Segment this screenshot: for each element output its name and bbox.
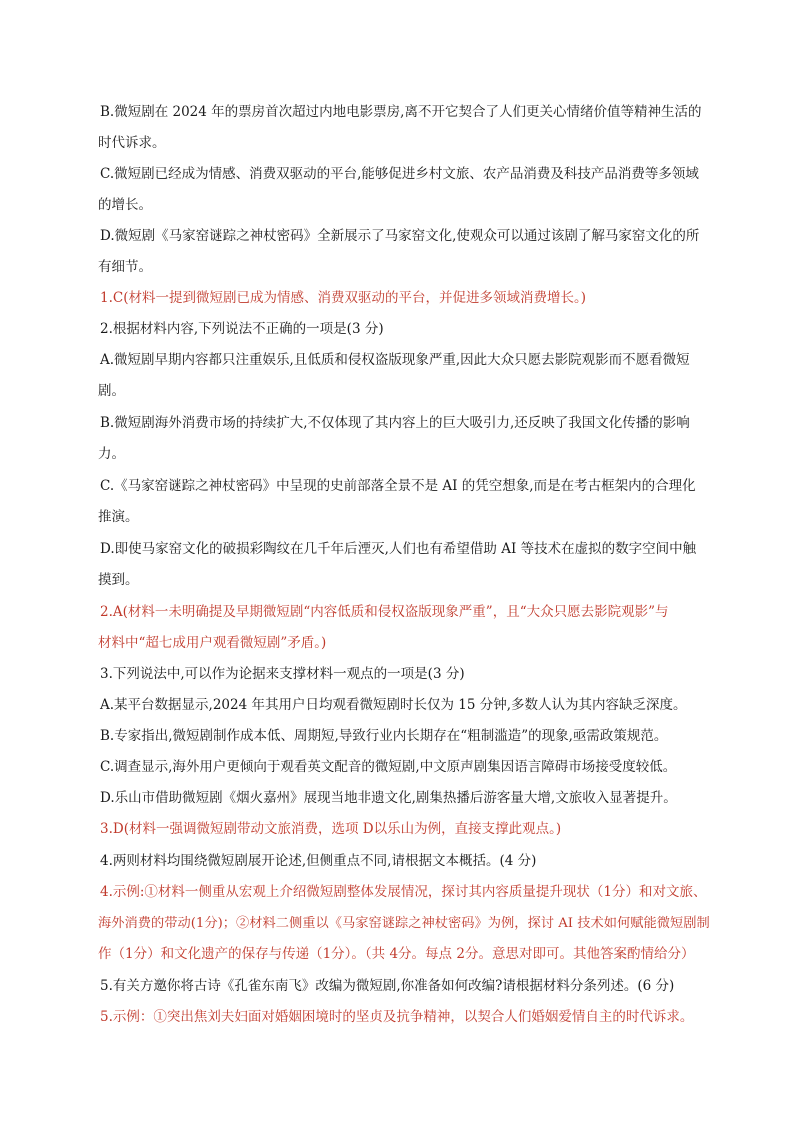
text-line: 4.示例:①材料一侧重从宏观上介绍微短剧整体发展情况，探讨其内容质量提升现状（1分）和对文旅、 [100, 884, 707, 900]
text-line: C.微短剧已经成为情感、消费双驱动的平台,能够促进乡村文旅、农产品消费及科技产品消费等多领域 [100, 166, 699, 182]
text-line: C.《马家窑谜踪之神杖密码》中呈现的史前部落全景不是 AI 的凭空想象,而是在考古框架内的合理化 [100, 478, 696, 494]
text-line: 摸到。 [98, 572, 139, 588]
question-5 [100, 971, 720, 1002]
text-line: 1.C(材料一提到微短剧已成为情感、消费双驱动的平台，并促进多领域消费增长。) [100, 290, 586, 306]
text-line: 5.有关方邀你将古诗《孔雀东南飞》改编为微短剧,你准备如何改编?请根据材料分条列述。(6 分) [100, 978, 675, 994]
text-line: 推演。 [98, 509, 139, 525]
text-line: A.某平台数据显示,2024 年其用户日均观看微短剧时长仅为 15 分钟,多数人认为其内容缺乏深度。 [100, 697, 687, 713]
text-line: D.即使马家窑文化的破损彩陶纹在几千年后湮灭,人们也有希望借助 AI 等技术在虚拟的数字空间中触 [100, 541, 697, 557]
option-c-3 [100, 752, 720, 783]
text-line: 2.根据材料内容,下列说法不正确的一项是(3 分) [100, 321, 384, 337]
text-line: 5.示例：①突出焦刘夫妇面对婚姻困境时的坚贞及抗争精神，以契合人们婚姻爱情自主的时代诉求。 [100, 1009, 694, 1025]
text-line: 剧。 [98, 383, 125, 399]
answer-1 [100, 283, 720, 314]
text-line: 2.A(材料一未明确提及早期微短剧“内容低质和侵权盗版现象严重”，且“大众只愿去影院观影”与 [100, 604, 669, 620]
text-line: D.乐山市借助微短剧《烟火嘉州》展现当地非遗文化,剧集热播后游客量大增,文旅收入显著提升。 [100, 790, 677, 806]
text-line: 材料中“超七成用户观看微短剧”矛盾。) [98, 635, 327, 651]
text-line: 的增长。 [98, 197, 152, 213]
text-line: 力。 [98, 446, 125, 462]
option-c-1 [100, 159, 720, 221]
answer-4 [100, 877, 720, 970]
question-4 [100, 846, 720, 877]
text-line: D.微短剧《马家窑谜踪之神杖密码》全新展示了马家窑文化,使观众可以通过该剧了解马家窑文化的所 [100, 228, 700, 244]
option-c-2 [100, 471, 720, 533]
text-line: 3.下列说法中,可以作为论据来支撑材料一观点的一项是(3 分) [100, 666, 465, 682]
text-line: 海外消费的带动(1分)；②材料二侧重以《马家窑谜踪之神杖密码》为例，探讨 AI 技术如何赋能微短剧制 [98, 916, 710, 931]
option-b-1 [100, 97, 720, 159]
answer-3 [100, 814, 720, 845]
text-line: C.调查显示,海外用户更倾向于观看英文配音的微短剧,中文原声剧集因语言障碍市场接受度较低。 [100, 759, 677, 775]
text-line: 有细节。 [98, 259, 152, 275]
text-line: B.微短剧海外消费市场的持续扩大,不仅体现了其内容上的巨大吸引力,还反映了我国文化传播的影响 [100, 415, 690, 431]
answer-2 [100, 597, 720, 659]
option-d-2 [100, 534, 720, 596]
option-b-3 [100, 721, 720, 752]
text-line: B.专家指出,微短剧制作成本低、周期短,导致行业内长期存在“粗制滥造”的现象,亟需政策规范。 [100, 728, 668, 744]
text-line: B.微短剧在 2024 年的票房首次超过内地电影票房,离不开它契合了人们更关心情绪价值等精神生活的 [100, 104, 702, 120]
question-3 [100, 659, 720, 690]
text-line: 作（1分）和文化遗产的保存与传递（1分）。（共 4分。每点 2分。意思对即可。其他答案酌情给分） [98, 946, 695, 962]
question-2 [100, 314, 720, 345]
text-line: 3.D(材料一强调微短剧带动文旅消费，选项 D以乐山为例，直接支撑此观点。) [100, 821, 562, 837]
option-a-2 [100, 345, 720, 407]
option-a-3 [100, 690, 720, 721]
option-d-3 [100, 783, 720, 814]
text-line: 时代诉求。 [98, 135, 166, 151]
answer-5 [100, 1002, 720, 1033]
option-b-2 [100, 408, 720, 470]
option-d-1 [100, 221, 720, 283]
text-line: A.微短剧早期内容都只注重娱乐,且低质和侵权盗版现象严重,因此大众只愿去影院观影而不愿看微短 [100, 352, 690, 368]
text-line: 4.两则材料均围绕微短剧展开论述,但侧重点不同,请根据文本概括。(4 分) [100, 853, 537, 869]
